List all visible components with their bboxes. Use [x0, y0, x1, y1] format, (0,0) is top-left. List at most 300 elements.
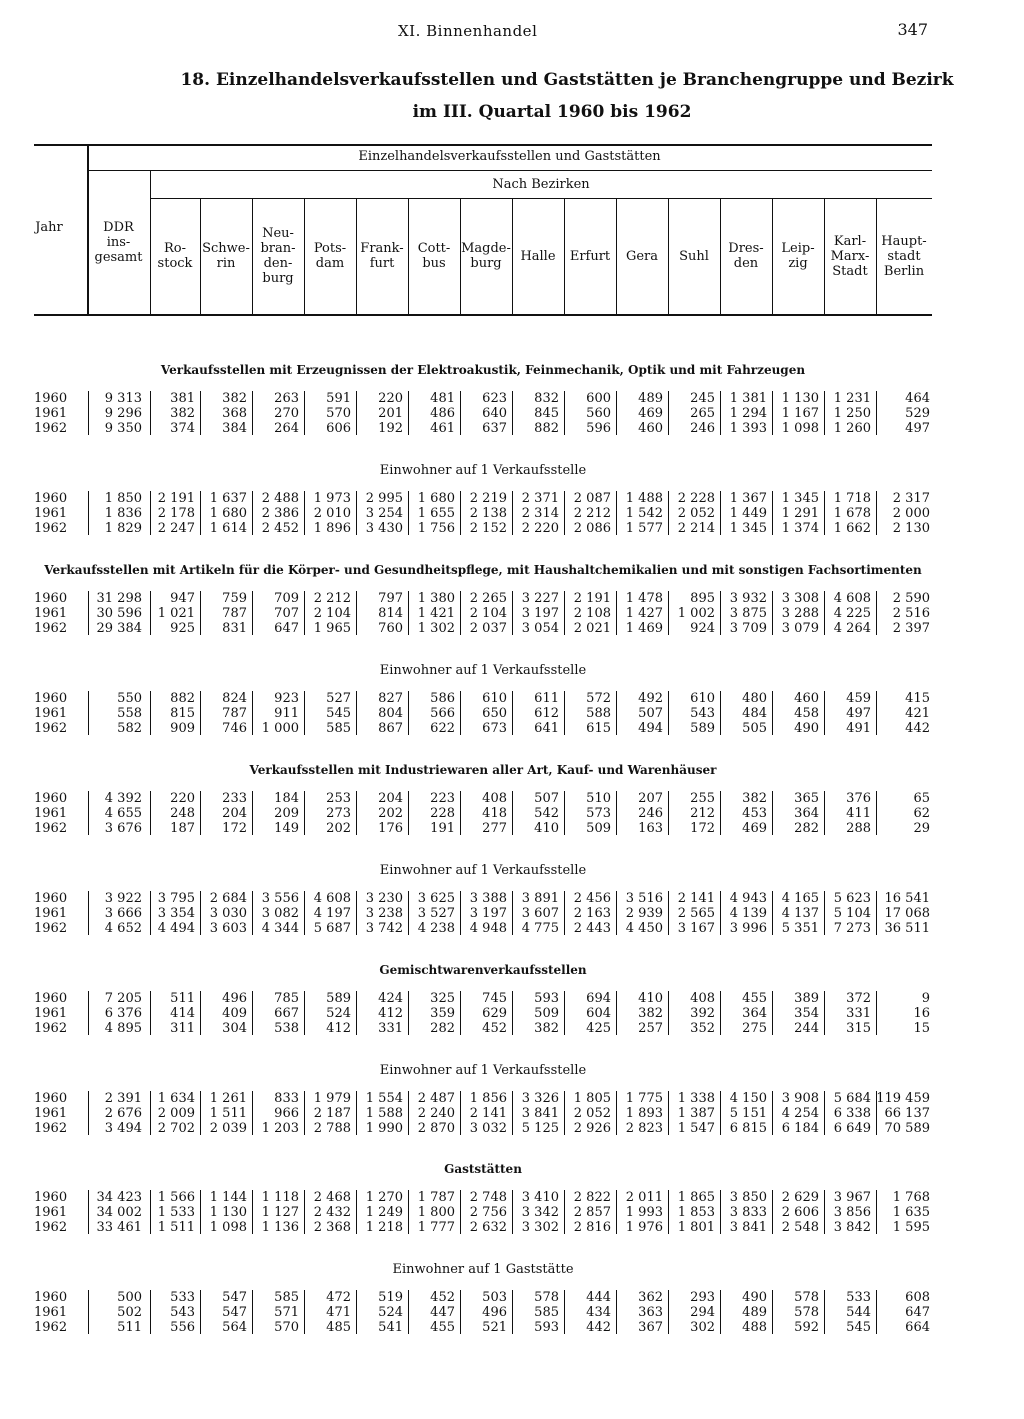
- table-cell: 412: [326, 1021, 351, 1036]
- table-cell: 3 254: [365, 506, 403, 521]
- table-cell: 591: [326, 391, 351, 406]
- table-row: [34, 991, 932, 1006]
- table-cell: 5 684: [833, 1091, 871, 1106]
- table-cell: 6 184: [781, 1121, 819, 1136]
- table-cell: 1 469: [625, 621, 663, 636]
- table-cell: 1 098: [209, 1220, 247, 1235]
- table-cell: 1 511: [209, 1106, 247, 1121]
- table-cell: 496: [482, 1305, 507, 1320]
- table-cell: 1 231: [833, 391, 871, 406]
- table-cell: 491: [846, 721, 871, 736]
- table-cell: 2 220: [521, 521, 559, 536]
- table-cell: 1 768: [892, 1190, 930, 1205]
- table-row: [34, 1091, 932, 1106]
- table-cell: 9 350: [104, 421, 142, 436]
- table-cell: 558: [117, 706, 142, 721]
- section-title: Verkaufsstellen mit Artikeln für die Körper- und Gesundheitspflege, mit Haushaltchemikalien und mit sonstigen Fachsortimenten: [44, 563, 922, 577]
- table-cell: 547: [222, 1290, 247, 1305]
- table-cell: 3 238: [365, 906, 403, 921]
- row-year: 1960: [34, 391, 68, 406]
- table-cell: 588: [586, 706, 611, 721]
- table-cell: 70 589: [884, 1121, 930, 1136]
- table-cell: 246: [690, 421, 715, 436]
- header-rule-group: [87, 170, 932, 171]
- table-cell: 2 265: [469, 591, 507, 606]
- header-subgroup-label: Nach Bezirken: [492, 177, 590, 192]
- table-cell: 4 139: [729, 906, 767, 921]
- table-cell: 1 637: [209, 491, 247, 506]
- table-cell: 460: [638, 421, 663, 436]
- row-year: 1961: [34, 406, 68, 421]
- table-cell: 424: [378, 991, 403, 1006]
- table-cell: 212: [690, 806, 715, 821]
- table-cell: 3 302: [521, 1220, 559, 1235]
- table-cell: 707: [274, 606, 299, 621]
- table-cell: 3 607: [521, 906, 559, 921]
- table-cell: 502: [117, 1305, 142, 1320]
- table-cell: 1 387: [677, 1106, 715, 1121]
- table-cell: 533: [846, 1290, 871, 1305]
- table-cell: 911: [274, 706, 299, 721]
- table-cell: 2 009: [157, 1106, 195, 1121]
- table-cell: 1 218: [365, 1220, 403, 1235]
- table-cell: 1 002: [677, 606, 715, 621]
- table-cell: 1 118: [261, 1190, 299, 1205]
- table-cell: 3 841: [521, 1106, 559, 1121]
- table-cell: 845: [534, 406, 559, 421]
- row-year: 1962: [34, 1220, 68, 1235]
- table-cell: 3 850: [729, 1190, 767, 1205]
- table-cell: 409: [222, 1006, 247, 1021]
- table-cell: 36 511: [884, 921, 930, 936]
- table-cell: 1 777: [417, 1220, 455, 1235]
- table-cell: 263: [274, 391, 299, 406]
- header-column-label: [876, 234, 932, 279]
- table-cell: 1 718: [833, 491, 871, 506]
- table-cell: 410: [534, 821, 559, 836]
- table-cell: 647: [905, 1305, 930, 1320]
- table-cell: 2 468: [313, 1190, 351, 1205]
- header-column-label: [824, 234, 876, 279]
- row-year: 1961: [34, 1006, 68, 1021]
- table-cell: 3 079: [781, 621, 819, 636]
- table-cell: 533: [170, 1290, 195, 1305]
- table-cell: 2 212: [573, 506, 611, 521]
- table-cell: 4 494: [157, 921, 195, 936]
- table-cell: 62: [913, 806, 930, 821]
- table-cell: 519: [378, 1290, 403, 1305]
- table-cell: 2 452: [261, 521, 299, 536]
- table-row: [34, 921, 932, 936]
- table-cell: 629: [482, 1006, 507, 1021]
- table-cell: 2 052: [573, 1106, 611, 1121]
- header-column-label-line: DDR: [103, 220, 134, 235]
- table-cell: 480: [742, 691, 767, 706]
- title-line-2: im III. Quartal 1960 bis 1962: [412, 102, 692, 122]
- table-cell: 204: [222, 806, 247, 821]
- table-cell: 1 554: [365, 1091, 403, 1106]
- table-cell: 4 344: [261, 921, 299, 936]
- table-cell: 302: [690, 1320, 715, 1335]
- table-cell: 220: [170, 791, 195, 806]
- table-cell: 2 748: [469, 1190, 507, 1205]
- header-column-label-line: Cott-: [417, 241, 451, 256]
- header-column-label: [200, 241, 252, 271]
- header-column-label: [252, 226, 304, 286]
- table-cell: 640: [482, 406, 507, 421]
- table-cell: 507: [638, 706, 663, 721]
- table-cell: 2 456: [573, 891, 611, 906]
- table-cell: 119 459: [876, 1091, 930, 1106]
- table-cell: 606: [326, 421, 351, 436]
- table-cell: 1 367: [729, 491, 767, 506]
- table-cell: 3 875: [729, 606, 767, 621]
- table-cell: 4 254: [781, 1106, 819, 1121]
- header-column-label-line: gesamt: [94, 250, 143, 265]
- table-cell: 589: [326, 991, 351, 1006]
- table-cell: 2 021: [573, 621, 611, 636]
- section-title: Verkaufsstellen mit Erzeugnissen der Elektroakustik, Feinmechanik, Optik und mit Fahrzeugen: [160, 363, 806, 377]
- table-cell: 2 816: [573, 1220, 611, 1235]
- table-cell: 3 676: [104, 821, 142, 836]
- table-cell: 17 068: [884, 906, 930, 921]
- table-cell: 510: [586, 791, 611, 806]
- table-cell: 596: [586, 421, 611, 436]
- table-cell: 709: [274, 591, 299, 606]
- table-cell: 1 542: [625, 506, 663, 521]
- table-cell: 65: [913, 791, 930, 806]
- table-cell: 570: [274, 1320, 299, 1335]
- table-cell: 4 943: [729, 891, 767, 906]
- table-cell: 3 833: [729, 1205, 767, 1220]
- table-cell: 542: [534, 806, 559, 821]
- table-cell: 1 000: [261, 721, 299, 736]
- table-cell: 244: [794, 1021, 819, 1036]
- section-title: Verkaufsstellen mit Industriewaren aller Art, Kauf- und Warenhäuser: [249, 763, 717, 777]
- table-cell: 966: [274, 1106, 299, 1121]
- header-column-label: [408, 241, 460, 271]
- table-cell: 1 261: [209, 1091, 247, 1106]
- table-cell: 541: [378, 1320, 403, 1335]
- table-cell: 5 687: [313, 921, 351, 936]
- table-cell: 2 548: [781, 1220, 819, 1235]
- table-row: [34, 506, 932, 521]
- header-column-label-line: Ro-: [163, 241, 186, 256]
- table-cell: 1 427: [625, 606, 663, 621]
- table-cell: 1 829: [104, 521, 142, 536]
- row-year: 1962: [34, 1121, 68, 1136]
- table-cell: 1 979: [313, 1091, 351, 1106]
- table-cell: 1 595: [892, 1220, 930, 1235]
- table-cell: 2 926: [573, 1121, 611, 1136]
- header-bottom-rule: [34, 314, 932, 316]
- table-cell: 585: [534, 1305, 559, 1320]
- table-cell: 1 345: [781, 491, 819, 506]
- table-cell: 191: [430, 821, 455, 836]
- table-cell: 382: [170, 406, 195, 421]
- table-cell: 9: [921, 991, 930, 1006]
- table-cell: 925: [170, 621, 195, 636]
- table-cell: 1 635: [892, 1205, 930, 1220]
- table-cell: 2 822: [573, 1190, 611, 1205]
- table-cell: 2 606: [781, 1205, 819, 1220]
- table-cell: 578: [794, 1290, 819, 1305]
- section-title: Gemischtwarenverkaufsstellen: [379, 963, 587, 977]
- table-cell: 368: [222, 406, 247, 421]
- table-cell: 149: [274, 821, 299, 836]
- table-cell: 455: [430, 1320, 455, 1335]
- table-cell: 4 450: [625, 921, 663, 936]
- table-cell: 566: [430, 706, 455, 721]
- table-row: [34, 521, 932, 536]
- table-cell: 472: [326, 1290, 351, 1305]
- table-cell: 66 137: [884, 1106, 930, 1121]
- table-cell: 1 249: [365, 1205, 403, 1220]
- table-row: [34, 706, 932, 721]
- table-cell: 507: [534, 791, 559, 806]
- table-cell: 415: [905, 691, 930, 706]
- table-cell: 2 178: [157, 506, 195, 521]
- table-cell: 1 270: [365, 1190, 403, 1205]
- row-year: 1960: [34, 591, 68, 606]
- table-cell: 2 141: [677, 891, 715, 906]
- table-cell: 882: [170, 691, 195, 706]
- table-cell: 3 388: [469, 891, 507, 906]
- table-cell: 16 541: [884, 891, 930, 906]
- table-cell: 425: [586, 1021, 611, 1036]
- table-cell: 2 939: [625, 906, 663, 921]
- table-cell: 176: [378, 821, 403, 836]
- table-cell: 325: [430, 991, 455, 1006]
- table-row: [34, 1121, 932, 1136]
- table-cell: 282: [430, 1021, 455, 1036]
- table-cell: 382: [638, 1006, 663, 1021]
- table-cell: 9 296: [104, 406, 142, 421]
- table-cell: 923: [274, 691, 299, 706]
- table-cell: 374: [170, 421, 195, 436]
- table-cell: 277: [482, 821, 507, 836]
- table-cell: 2 488: [261, 491, 299, 506]
- table-cell: 3 342: [521, 1205, 559, 1220]
- table-cell: 895: [690, 591, 715, 606]
- table-cell: 787: [222, 606, 247, 621]
- table-cell: 421: [905, 706, 930, 721]
- table-cell: 611: [534, 691, 559, 706]
- table-cell: 365: [794, 791, 819, 806]
- table-cell: 2 152: [469, 521, 507, 536]
- table-row: [34, 606, 932, 621]
- table-cell: 363: [638, 1305, 663, 1320]
- table-cell: 5 623: [833, 891, 871, 906]
- block-subtitle: Einwohner auf 1 Verkaufsstelle: [379, 863, 587, 878]
- table-cell: 2 788: [313, 1121, 351, 1136]
- table-cell: 34 423: [96, 1190, 142, 1205]
- table-cell: 2 039: [209, 1121, 247, 1136]
- table-cell: 814: [378, 606, 403, 621]
- table-cell: 1 976: [625, 1220, 663, 1235]
- table-cell: 3 856: [833, 1205, 871, 1220]
- table-cell: 3 030: [209, 906, 247, 921]
- table-cell: 612: [534, 706, 559, 721]
- table-cell: 4 197: [313, 906, 351, 921]
- table-cell: 2 629: [781, 1190, 819, 1205]
- table-cell: 543: [690, 706, 715, 721]
- table-cell: 3 603: [209, 921, 247, 936]
- table-cell: 464: [905, 391, 930, 406]
- table-cell: 824: [222, 691, 247, 706]
- table-cell: 5 151: [729, 1106, 767, 1121]
- table-cell: 882: [534, 421, 559, 436]
- table-cell: 831: [222, 621, 247, 636]
- table-cell: 2 368: [313, 1220, 351, 1235]
- table-cell: 637: [482, 421, 507, 436]
- table-cell: 3 932: [729, 591, 767, 606]
- table-row: [34, 691, 932, 706]
- table-cell: 294: [690, 1305, 715, 1320]
- row-year: 1960: [34, 991, 68, 1006]
- header-column-label: [150, 241, 200, 271]
- table-cell: 600: [586, 391, 611, 406]
- table-cell: 489: [638, 391, 663, 406]
- table-cell: 511: [170, 991, 195, 1006]
- table-cell: 3 197: [521, 606, 559, 621]
- table-cell: 447: [430, 1305, 455, 1320]
- table-cell: 496: [222, 991, 247, 1006]
- table-cell: 29: [913, 821, 930, 836]
- table-cell: 453: [742, 806, 767, 821]
- table-cell: 384: [222, 421, 247, 436]
- table-cell: 489: [742, 1305, 767, 1320]
- table-row: [34, 891, 932, 906]
- table-cell: 220: [378, 391, 403, 406]
- table-cell: 253: [326, 791, 351, 806]
- table-cell: 1 533: [157, 1205, 195, 1220]
- block-subtitle: Einwohner auf 1 Gaststätte: [392, 1262, 574, 1277]
- table-cell: 1 511: [157, 1220, 195, 1235]
- table-cell: 2 317: [892, 491, 930, 506]
- table-cell: 1 381: [729, 391, 767, 406]
- table-cell: 1 488: [625, 491, 663, 506]
- row-year: 1962: [34, 821, 68, 836]
- table-cell: 2 104: [313, 606, 351, 621]
- table-cell: 505: [742, 721, 767, 736]
- table-cell: 265: [690, 406, 715, 421]
- table-cell: 459: [846, 691, 871, 706]
- table-cell: 486: [430, 406, 455, 421]
- table-cell: 4 652: [104, 921, 142, 936]
- table-row: [34, 1290, 932, 1305]
- table-cell: 3 430: [365, 521, 403, 536]
- table-cell: 746: [222, 721, 247, 736]
- table-cell: 4 238: [417, 921, 455, 936]
- table-cell: 2 676: [104, 1106, 142, 1121]
- table-cell: 2 314: [521, 506, 559, 521]
- table-cell: 282: [794, 821, 819, 836]
- row-year: 1962: [34, 521, 68, 536]
- table-cell: 1 547: [677, 1121, 715, 1136]
- table-cell: 4 392: [104, 791, 142, 806]
- header-column-label-line: rin: [216, 256, 236, 271]
- table-cell: 560: [586, 406, 611, 421]
- header-column-label-line: Haupt-: [881, 233, 927, 249]
- table-cell: 1 850: [104, 491, 142, 506]
- table-cell: 573: [586, 806, 611, 821]
- table-row: [34, 1305, 932, 1320]
- table-cell: 760: [378, 621, 403, 636]
- table-cell: 664: [905, 1320, 930, 1335]
- header-column-label-line: den-: [263, 256, 293, 271]
- header-column-label-line: Halle: [520, 248, 556, 264]
- running-head: XI. Binnenhandel: [398, 22, 538, 40]
- table-cell: 2 684: [209, 891, 247, 906]
- header-column-label-line: furt: [369, 256, 395, 271]
- table-cell: 509: [534, 1006, 559, 1021]
- table-cell: 172: [690, 821, 715, 836]
- table-cell: 593: [534, 1320, 559, 1335]
- table-cell: 209: [274, 806, 299, 821]
- table-cell: 2 371: [521, 491, 559, 506]
- header-column-label-line: ins-: [106, 235, 131, 250]
- table-cell: 545: [846, 1320, 871, 1335]
- table-cell: 7 273: [833, 921, 871, 936]
- header-column-label-line: Erfurt: [569, 248, 611, 264]
- row-year: 1960: [34, 791, 68, 806]
- table-header: [34, 144, 932, 316]
- header-column-label-line: Pots-: [313, 241, 347, 256]
- table-cell: 202: [326, 821, 351, 836]
- table-cell: 585: [326, 721, 351, 736]
- table-cell: 589: [690, 721, 715, 736]
- table-cell: 1 896: [313, 521, 351, 536]
- table-cell: 444: [586, 1290, 611, 1305]
- table-cell: 3 922: [104, 891, 142, 906]
- table-cell: 3 742: [365, 921, 403, 936]
- table-cell: 1 775: [625, 1091, 663, 1106]
- table-cell: 2 187: [313, 1106, 351, 1121]
- table-cell: 3 227: [521, 591, 559, 606]
- table-cell: 381: [170, 391, 195, 406]
- table-cell: 255: [690, 791, 715, 806]
- table-cell: 367: [638, 1320, 663, 1335]
- table-cell: 412: [378, 1006, 403, 1021]
- table-cell: 6 338: [833, 1106, 871, 1121]
- table-cell: 408: [690, 991, 715, 1006]
- title-line-1: 18. Einzelhandelsverkaufsstellen und Gaststätten je Branchengruppe und Bezirk: [180, 70, 954, 90]
- table-cell: 3 494: [104, 1121, 142, 1136]
- header-column-label: [460, 241, 512, 271]
- table-cell: 2 857: [573, 1205, 611, 1220]
- table-cell: 4 264: [833, 621, 871, 636]
- row-year: 1961: [34, 606, 68, 621]
- table-cell: 469: [742, 821, 767, 836]
- table-cell: 275: [742, 1021, 767, 1036]
- table-cell: 442: [586, 1320, 611, 1335]
- header-column-label-line: Marx-: [830, 248, 870, 264]
- table-cell: 1 634: [157, 1091, 195, 1106]
- row-year: 1961: [34, 1305, 68, 1320]
- header-column-label-line: Suhl: [679, 248, 709, 264]
- table-cell: 1 374: [781, 521, 819, 536]
- table-cell: 1 893: [625, 1106, 663, 1121]
- table-row: [34, 621, 932, 636]
- table-cell: 201: [378, 406, 403, 421]
- table-cell: 3 082: [261, 906, 299, 921]
- table-cell: 245: [690, 391, 715, 406]
- table-cell: 647: [274, 621, 299, 636]
- block-subtitle: Einwohner auf 1 Verkaufsstelle: [379, 663, 587, 678]
- header-column-label-line: Stadt: [832, 263, 868, 279]
- table-cell: 3 967: [833, 1190, 871, 1205]
